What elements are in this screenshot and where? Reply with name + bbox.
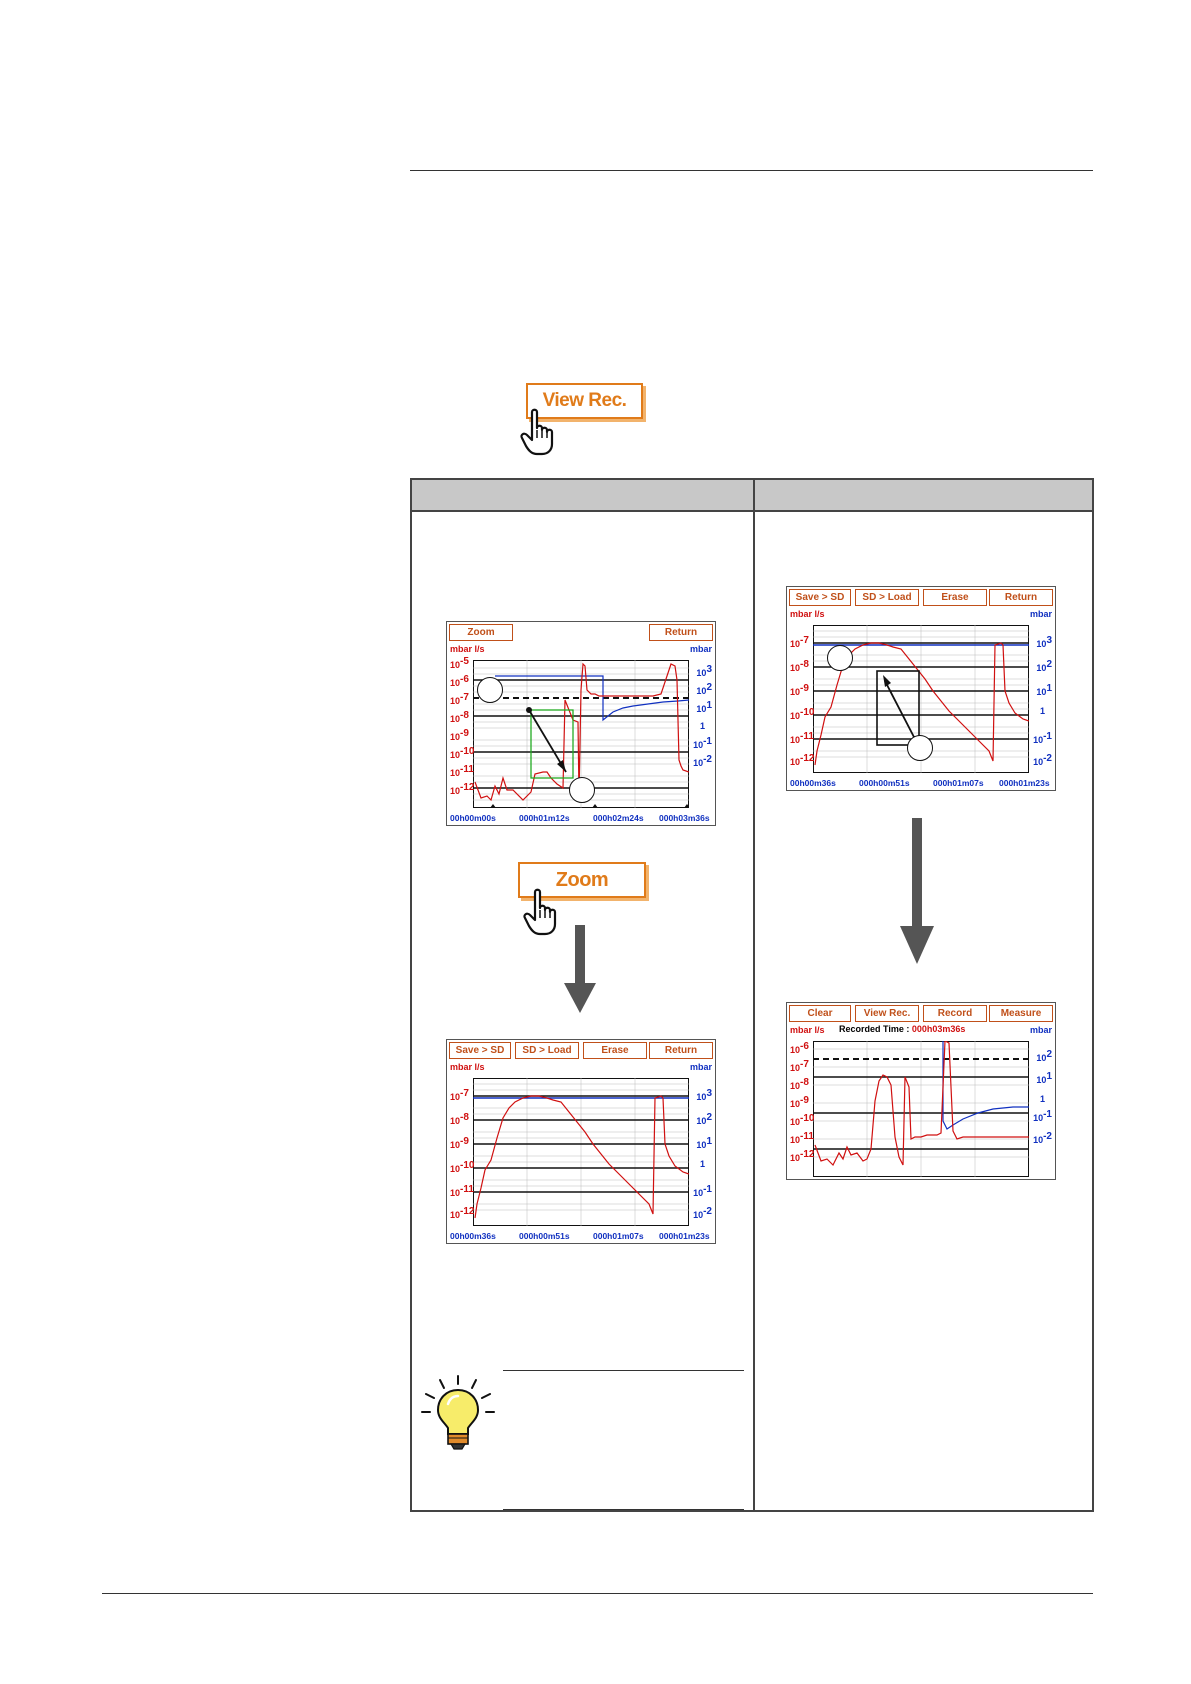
measure-button[interactable]: Measure (989, 1005, 1053, 1022)
y-right-tick: $10^{-1}$ (693, 1184, 712, 1198)
y-right-tick: $10^{-1}$ (1033, 1109, 1052, 1123)
graph-area (813, 1041, 1029, 1177)
save-sd-button[interactable]: Save > SD (449, 1042, 511, 1059)
x-tick-label: 000h01m12s (519, 813, 570, 823)
x-tick-label: 00h00m36s (450, 1231, 496, 1241)
y-right-tick: $10^2$ (1036, 659, 1052, 673)
graph-area (473, 1078, 689, 1226)
x-tick-label: 000h01m07s (933, 778, 984, 788)
y-right-tick: $10^{-1}$ (693, 736, 712, 750)
x-tick-label: 000h01m07s (593, 1231, 644, 1241)
y-right-tick: $10^1$ (696, 1136, 712, 1150)
y-left-tick: $10^{-8}$ (450, 1112, 469, 1126)
unit-right-label: mbar (1029, 609, 1052, 619)
footer-rule (102, 1593, 1093, 1594)
zoom-button[interactable]: Zoom (518, 862, 646, 898)
y-left-tick: $10^{-6}$ (450, 674, 469, 688)
erase-button[interactable]: Erase (583, 1042, 647, 1059)
sd-load-button[interactable]: SD > Load (515, 1042, 579, 1059)
y-right-tick: $10^3$ (1036, 635, 1052, 649)
y-left-tick: $10^{-12}$ (450, 1206, 475, 1220)
y-right-tick: $10^3$ (696, 1088, 712, 1102)
y-left-tick: $10^{-9}$ (450, 728, 469, 742)
y-left-tick: $10^{-11}$ (790, 731, 814, 745)
hand-pointer-icon (523, 888, 565, 936)
y-left-tick: $10^{-9}$ (790, 1095, 809, 1109)
screen-measure-main (786, 1002, 1056, 1180)
y-left-tick: $10^{-12}$ (790, 1149, 815, 1163)
x-tick-label: 000h00m51s (859, 778, 910, 788)
x-tick-label: 000h01m23s (659, 1231, 710, 1241)
arrow-down-icon (562, 925, 598, 1015)
column-divider (753, 480, 755, 1510)
screen-zoomed-right (786, 586, 1056, 791)
save-sd-button[interactable]: Save > SD (789, 589, 851, 606)
y-right-tick: $10^{-2}$ (1033, 1131, 1052, 1145)
y-left-tick: $10^{-10}$ (790, 707, 815, 721)
callout-circle-start (827, 645, 853, 671)
y-left-tick: $10^{-8}$ (790, 659, 809, 673)
tip-top-rule (503, 1370, 744, 1371)
screen-zoomed-left (446, 1039, 716, 1244)
y-left-tick: $10^{-9}$ (450, 1136, 469, 1150)
y-right-tick: 1 (1039, 1094, 1045, 1104)
y-left-tick: $10^{-7}$ (790, 1059, 809, 1073)
arrow-down-icon (897, 818, 937, 968)
y-left-tick: $10^{-7}$ (450, 692, 469, 706)
y-right-tick: $10^2$ (696, 682, 712, 696)
x-tick-label: 00h00m00s (450, 813, 496, 823)
y-right-tick: $10^3$ (696, 664, 712, 678)
unit-right-label: mbar (1029, 1025, 1052, 1035)
zoom-tab-button[interactable]: Zoom (449, 624, 513, 641)
y-left-tick: $10^{-8}$ (450, 710, 469, 724)
y-right-tick: 1 (699, 1159, 705, 1169)
y-right-tick: $10^{-2}$ (693, 754, 712, 768)
y-right-tick: 1 (699, 721, 705, 731)
y-right-tick: $10^1$ (1036, 1071, 1052, 1085)
x-tick-label: 000h02m24s (593, 813, 644, 823)
sd-load-button[interactable]: SD > Load (855, 589, 919, 606)
y-left-tick: $10^{-5}$ (450, 656, 469, 670)
unit-left-label: mbar l/s (790, 1025, 825, 1035)
y-left-tick: $10^{-6}$ (790, 1041, 809, 1055)
callout-circle-end (569, 777, 595, 803)
y-left-tick: $10^{-10}$ (450, 746, 475, 760)
y-right-tick: $10^1$ (1036, 683, 1052, 697)
screen-recorded-overview (446, 621, 716, 826)
unit-right-label: mbar (689, 644, 712, 654)
record-button[interactable]: Record (923, 1005, 987, 1022)
y-right-tick: $10^{-2}$ (693, 1206, 712, 1220)
y-right-tick: 1 (1039, 706, 1045, 716)
tip-bottom-rule (503, 1509, 744, 1510)
x-tick-label: 00h00m36s (790, 778, 836, 788)
y-left-tick: $10^{-11}$ (790, 1131, 814, 1145)
unit-left-label: mbar l/s (790, 609, 825, 619)
erase-button[interactable]: Erase (923, 589, 987, 606)
y-left-tick: $10^{-10}$ (790, 1113, 815, 1127)
y-left-tick: $10^{-12}$ (790, 753, 815, 767)
clear-button[interactable]: Clear (789, 1005, 851, 1022)
table-header (412, 480, 1092, 512)
return-button[interactable]: Return (649, 624, 713, 641)
x-tick-label: 000h03m36s (659, 813, 710, 823)
lightbulb-icon (418, 1372, 498, 1452)
y-left-tick: $10^{-10}$ (450, 1160, 475, 1174)
y-left-tick: $10^{-11}$ (450, 764, 474, 778)
return-button[interactable]: Return (989, 589, 1053, 606)
view-rec-tab-button[interactable]: View Rec. (855, 1005, 919, 1022)
y-right-tick: $10^{-2}$ (1033, 753, 1052, 767)
y-right-tick: $10^1$ (696, 700, 712, 714)
x-tick-label: 000h00m51s (519, 1231, 570, 1241)
view-rec-button[interactable]: View Rec. (526, 383, 643, 419)
recorded-time: Recorded Time : 000h03m36s (839, 1024, 966, 1034)
y-right-tick: $10^2$ (1036, 1049, 1052, 1063)
unit-right-label: mbar (689, 1062, 712, 1072)
hand-pointer-icon (520, 408, 562, 456)
unit-left-label: mbar l/s (450, 644, 485, 654)
callout-circle-end (907, 735, 933, 761)
recorded-time-value: 000h03m36s (911, 1024, 966, 1034)
return-button[interactable]: Return (649, 1042, 713, 1059)
header-rule (410, 170, 1093, 171)
y-left-tick: $10^{-7}$ (450, 1088, 469, 1102)
y-right-tick: $10^2$ (696, 1112, 712, 1126)
y-left-tick: $10^{-8}$ (790, 1077, 809, 1091)
y-right-tick: $10^{-1}$ (1033, 731, 1052, 745)
y-left-tick: $10^{-11}$ (450, 1184, 474, 1198)
callout-circle-start (477, 677, 503, 703)
x-tick-label: 000h01m23s (999, 778, 1050, 788)
y-left-tick: $10^{-7}$ (790, 635, 809, 649)
y-left-tick: $10^{-9}$ (790, 683, 809, 697)
unit-left-label: mbar l/s (450, 1062, 485, 1072)
y-left-tick: $10^{-12}$ (450, 782, 475, 796)
